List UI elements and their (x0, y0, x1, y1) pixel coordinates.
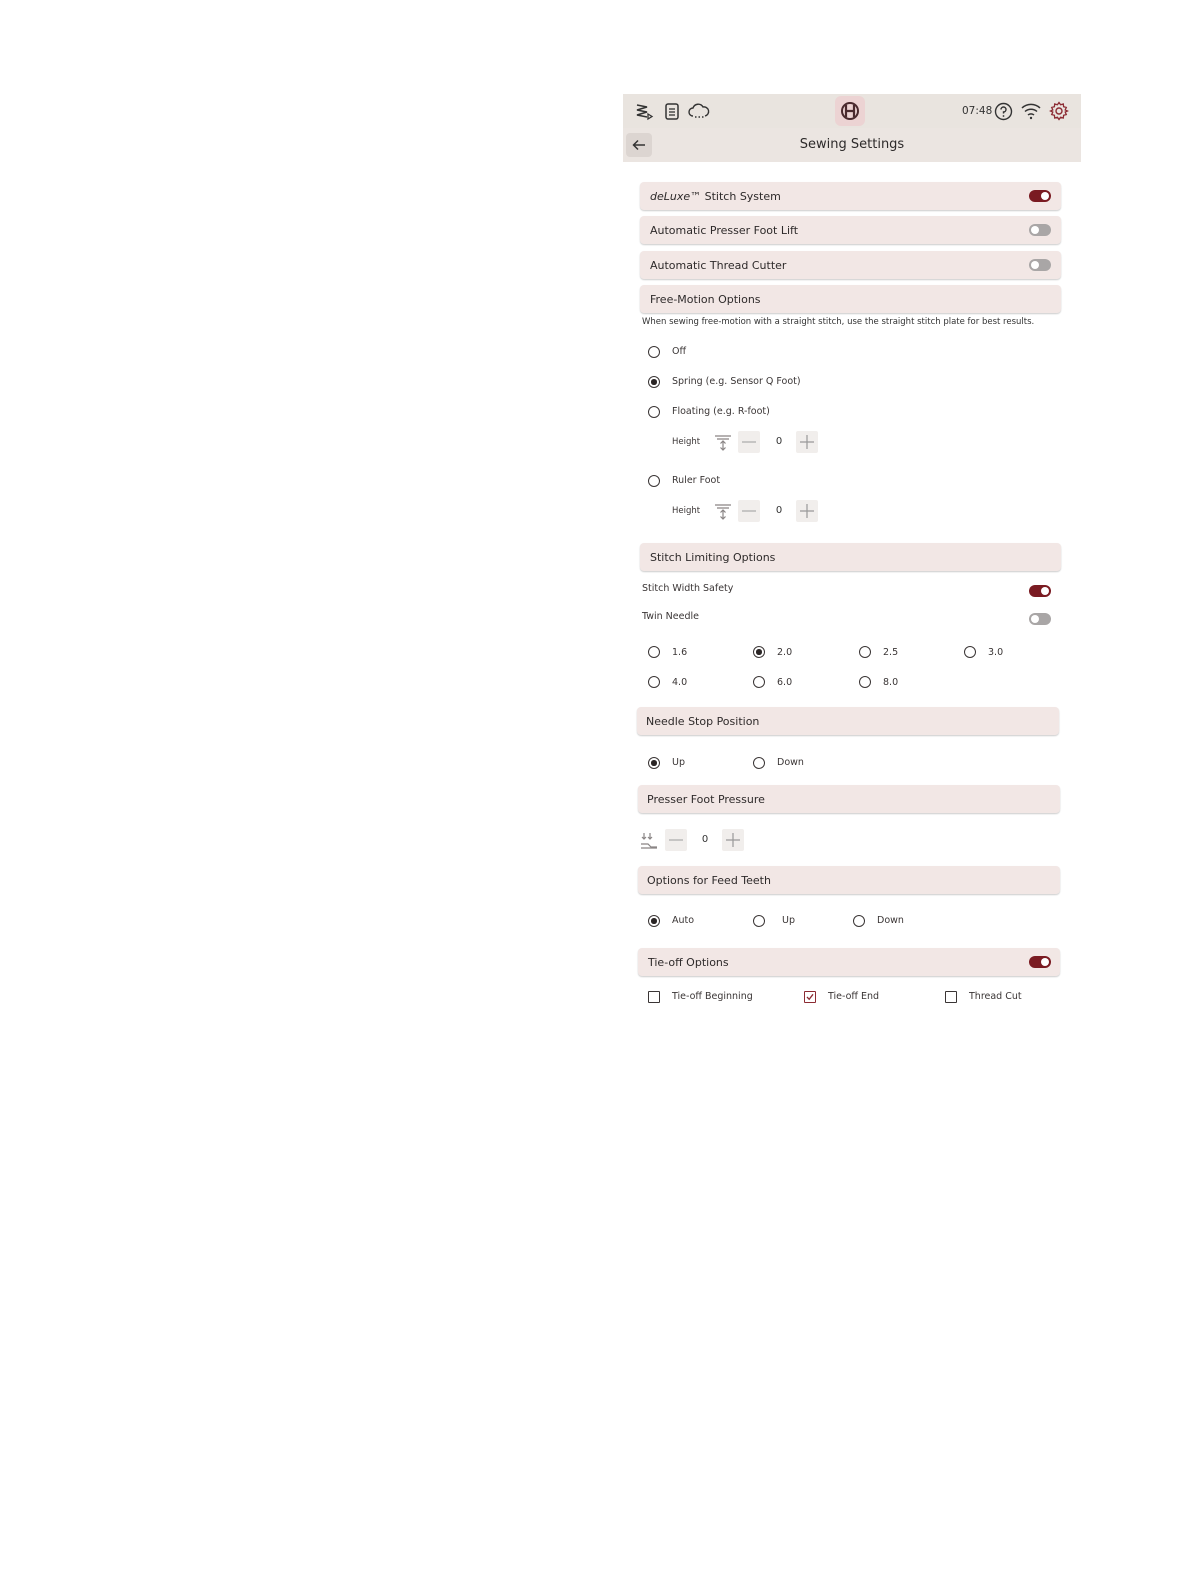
twin-needle-toggle[interactable] (1029, 613, 1051, 625)
sewing-settings-screen (623, 94, 1081, 1014)
wifi-icon[interactable] (1020, 102, 1042, 120)
ruler-height-label: Height (672, 506, 701, 516)
checkmark-icon (806, 993, 814, 1001)
floating-height-label: Height (672, 437, 701, 447)
plus-icon (800, 435, 814, 449)
feed-teeth-auto-radio[interactable] (648, 915, 660, 927)
stitch-menu-icon[interactable] (634, 102, 654, 122)
feed-teeth-down-label: Down (877, 915, 904, 926)
free-motion-floating-label: Floating (e.g. R-foot) (672, 406, 770, 417)
tie-off-options-toggle[interactable] (1029, 956, 1051, 968)
tie-off-options-row[interactable] (638, 948, 1060, 976)
status-bar (623, 94, 1081, 128)
presser-foot-pressure-icon (639, 831, 659, 851)
twin-needle-8-0-label: 8.0 (883, 677, 899, 688)
twin-needle-3-0-radio[interactable] (964, 646, 976, 658)
stitch-width-safety-label: Stitch Width Safety (642, 583, 734, 594)
needle-stop-position-header (637, 707, 1059, 735)
presser-foot-pressure-decrease-button[interactable] (665, 829, 687, 851)
twin-needle-2-5-label: 2.5 (883, 647, 899, 658)
needle-stop-position-title: Needle Stop Position (646, 715, 760, 728)
tie-off-end-label: Tie-off End (828, 991, 880, 1002)
notes-icon[interactable] (663, 102, 681, 122)
tie-off-options-title: Tie-off Options (648, 956, 729, 969)
auto-presser-foot-lift-toggle[interactable] (1029, 224, 1051, 236)
foot-height-icon (713, 501, 733, 521)
twin-needle-6-0-label: 6.0 (777, 677, 793, 688)
auto-thread-cutter-toggle[interactable] (1029, 259, 1051, 271)
ruler-height-value: 0 (775, 505, 783, 516)
free-motion-ruler-foot-radio[interactable] (648, 475, 660, 487)
twin-needle-label: Twin Needle (642, 611, 699, 622)
cloud-icon[interactable] (688, 102, 710, 120)
presser-foot-pressure-value: 0 (701, 834, 709, 845)
plus-icon (800, 504, 814, 518)
needle-stop-down-radio[interactable] (753, 757, 765, 769)
free-motion-options-title: Free-Motion Options (650, 293, 761, 306)
ruler-height-decrease-button[interactable] (738, 500, 760, 522)
page-title: Sewing Settings (799, 137, 905, 152)
twin-needle-3-0-label: 3.0 (988, 647, 1004, 658)
minus-icon (742, 510, 756, 512)
free-motion-floating-radio[interactable] (648, 406, 660, 418)
deluxe-stitch-system-row[interactable] (640, 182, 1061, 210)
floating-height-increase-button[interactable] (796, 431, 818, 453)
brand-logo-icon (840, 101, 860, 121)
deluxe-stitch-system-label: deLuxe™ Stitch System (650, 190, 781, 203)
free-motion-spring-radio[interactable] (648, 376, 660, 388)
deluxe-stitch-system-toggle[interactable] (1029, 190, 1051, 202)
free-motion-spring-label: Spring (e.g. Sensor Q Foot) (672, 376, 801, 387)
twin-needle-4-0-label: 4.0 (672, 677, 688, 688)
brand-logo-button[interactable] (835, 96, 865, 126)
help-icon[interactable] (994, 102, 1013, 121)
auto-presser-foot-lift-row[interactable] (640, 216, 1061, 244)
stitch-limiting-options-header (640, 543, 1061, 571)
free-motion-ruler-foot-label: Ruler Foot (672, 475, 721, 486)
twin-needle-2-0-radio[interactable] (753, 646, 765, 658)
ruler-height-increase-button[interactable] (796, 500, 818, 522)
feed-teeth-down-radio[interactable] (853, 915, 865, 927)
feed-teeth-options-title: Options for Feed Teeth (647, 874, 771, 887)
twin-needle-1-6-radio[interactable] (648, 646, 660, 658)
thread-cut-label: Thread Cut (969, 991, 1022, 1002)
free-motion-options-header (640, 285, 1061, 313)
feed-teeth-up-radio[interactable] (753, 915, 765, 927)
title-bar (623, 128, 1081, 162)
presser-foot-pressure-title: Presser Foot Pressure (647, 793, 765, 806)
twin-needle-2-0-label: 2.0 (777, 647, 793, 658)
twin-needle-8-0-radio[interactable] (859, 676, 871, 688)
twin-needle-4-0-radio[interactable] (648, 676, 660, 688)
minus-icon (742, 441, 756, 443)
free-motion-off-radio[interactable] (648, 346, 660, 358)
stitch-width-safety-toggle[interactable] (1029, 585, 1051, 597)
floating-height-decrease-button[interactable] (738, 431, 760, 453)
twin-needle-6-0-radio[interactable] (753, 676, 765, 688)
needle-stop-up-label: Up (672, 757, 685, 768)
stitch-limiting-options-title: Stitch Limiting Options (650, 551, 776, 564)
auto-presser-foot-lift-label: Automatic Presser Foot Lift (650, 224, 799, 237)
free-motion-off-label: Off (672, 346, 687, 357)
twin-needle-2-5-radio[interactable] (859, 646, 871, 658)
auto-thread-cutter-row[interactable] (640, 251, 1061, 279)
presser-foot-pressure-increase-button[interactable] (722, 829, 744, 851)
plus-icon (726, 833, 740, 847)
feed-teeth-options-header (638, 866, 1060, 894)
needle-stop-up-radio[interactable] (648, 757, 660, 769)
minus-icon (669, 839, 683, 841)
thread-cut-checkbox[interactable] (945, 991, 957, 1003)
foot-height-icon (713, 432, 733, 452)
free-motion-note: When sewing free-motion with a straight stitch, use the straight stitch plate for best results. (642, 317, 1035, 327)
auto-thread-cutter-label: Automatic Thread Cutter (650, 259, 787, 272)
clock: 07:48 (962, 105, 993, 117)
settings-gear-icon[interactable] (1049, 101, 1069, 121)
floating-height-value: 0 (775, 436, 783, 447)
tie-off-beginning-label: Tie-off Beginning (672, 991, 753, 1002)
tie-off-beginning-checkbox[interactable] (648, 991, 660, 1003)
presser-foot-pressure-header (638, 785, 1060, 813)
twin-needle-1-6-label: 1.6 (672, 647, 688, 658)
tie-off-end-checkbox[interactable] (804, 991, 816, 1003)
needle-stop-down-label: Down (777, 757, 804, 768)
feed-teeth-up-label: Up (782, 915, 795, 926)
feed-teeth-auto-label: Auto (672, 915, 695, 926)
